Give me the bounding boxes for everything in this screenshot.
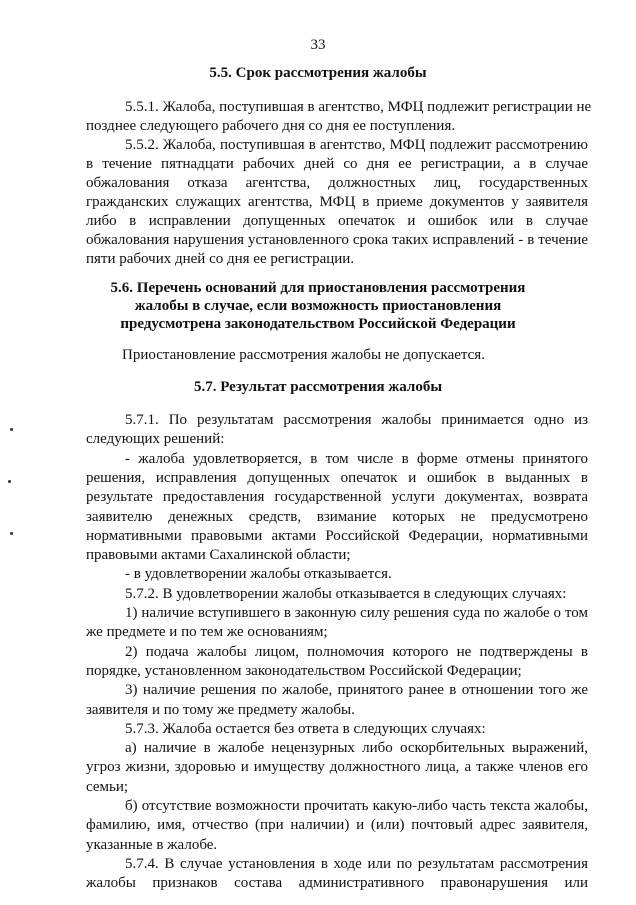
paragraph-line: 5.5.1. Жалоба, поступившая в агентство, МФЦ подлежит регистрации не bbox=[125, 99, 592, 115]
paragraph-line: правовыми актами Сахалинской области; bbox=[86, 547, 351, 563]
paragraph-line: 1) наличие вступившего в законную силу решения суда по жалобе о том bbox=[125, 605, 588, 621]
scan-mark bbox=[10, 532, 13, 535]
heading-5-5: 5.5. Срок рассмотрения жалобы bbox=[209, 65, 427, 81]
paragraph-line: - в удовлетворении жалобы отказывается. bbox=[125, 566, 392, 582]
paragraph-line: в течение пятнадцати рабочих дней со дня ее регистрации, а в случае bbox=[86, 156, 588, 172]
paragraph-line: - жалоба удовлетворяется, в том числе в форме отмены принятого bbox=[125, 451, 588, 467]
paragraph-line: 2) подача жалобы лицом, полномочия которого не подтверждены в bbox=[125, 644, 588, 660]
paragraph-line: обжалования отказа агентства, должностных лиц, государственных bbox=[86, 175, 588, 191]
paragraph-line: позднее следующего рабочего дня со дня ее поступления. bbox=[86, 118, 456, 134]
paragraph-line: нормативными правовыми актами Российской Федерации, нормативными bbox=[86, 528, 588, 544]
paragraph-line: либо в исправлении допущенных опечаток и ошибок или в случае bbox=[86, 213, 588, 229]
paragraph-line: следующих решений: bbox=[86, 431, 225, 447]
paragraph-line: 5.7.2. В удовлетворении жалобы отказывается в следующих случаях: bbox=[125, 586, 567, 602]
paragraph-line: жалобы признаков состава административного правонарушения или bbox=[86, 875, 588, 891]
paragraph-line: решения, исправления допущенных опечаток и ошибок в выданных в bbox=[86, 470, 588, 486]
paragraph-line: 5.7.1. По результатам рассмотрения жалобы принимается одно из bbox=[125, 412, 588, 428]
heading-5-6-line: жалобы в случае, если возможность приостановления bbox=[134, 298, 502, 314]
paragraph-line: 5.7.3. Жалоба остается без ответа в следующих случаях: bbox=[125, 721, 486, 737]
paragraph-line: гражданских служащих агентства, МФЦ в приеме документов у заявителя bbox=[86, 194, 588, 210]
scan-mark bbox=[8, 480, 11, 483]
paragraph-line: 3) наличие решения по жалобе, принятого ранее в отношении того же bbox=[125, 682, 588, 698]
paragraph-line: заявителя и по тому же предмету жалобы. bbox=[86, 702, 355, 718]
paragraph-line: 5.5.2. Жалоба, поступившая в агентство, МФЦ подлежит рассмотрению bbox=[125, 137, 588, 153]
paragraph-line: б) отсутствие возможности прочитать какую-либо часть текста жалобы, bbox=[125, 798, 588, 814]
paragraph-line: семьи; bbox=[86, 779, 129, 795]
scan-mark bbox=[10, 428, 13, 431]
paragraph-line: пяти рабочих дней со дня ее регистрации. bbox=[86, 251, 355, 267]
paragraph-line: заявителю денежных средств, взимание которых не предусмотрено bbox=[86, 509, 588, 525]
paragraph-line: обжалования нарушения установленного срока таких исправлений - в течение bbox=[86, 232, 588, 248]
heading-5-7: 5.7. Результат рассмотрения жалобы bbox=[193, 379, 443, 395]
paragraph-line: Приостановление рассмотрения жалобы не допускается. bbox=[122, 347, 485, 363]
page-number: 33 bbox=[310, 37, 326, 53]
paragraph-line: 5.7.4. В случае установления в ходе или по результатам рассмотрения bbox=[125, 856, 588, 872]
paragraph-line: результате предоставления государственной услуги документах, возврата bbox=[86, 489, 588, 505]
paragraph-line: фамилию, имя, отчество (при наличии) и (или) почтовый адрес заявителя, bbox=[86, 817, 588, 833]
paragraph-line: а) наличие в жалобе нецензурных либо оскорбительных выражений, bbox=[125, 740, 588, 756]
paragraph-line: порядке, установленном законодательством Российской Федерации; bbox=[86, 663, 522, 679]
paragraph-line: же предмете и по тем же основаниям; bbox=[86, 624, 328, 640]
paragraph-line: указанные в жалобе. bbox=[86, 837, 218, 853]
heading-5-6-line: предусмотрена законодательством Российской Федерации bbox=[120, 316, 516, 332]
heading-5-6-line: 5.6. Перечень оснований для приостановления рассмотрения bbox=[110, 280, 526, 296]
paragraph-line: угроз жизни, здоровью и имуществу должностного лица, а также членов его bbox=[86, 759, 588, 775]
